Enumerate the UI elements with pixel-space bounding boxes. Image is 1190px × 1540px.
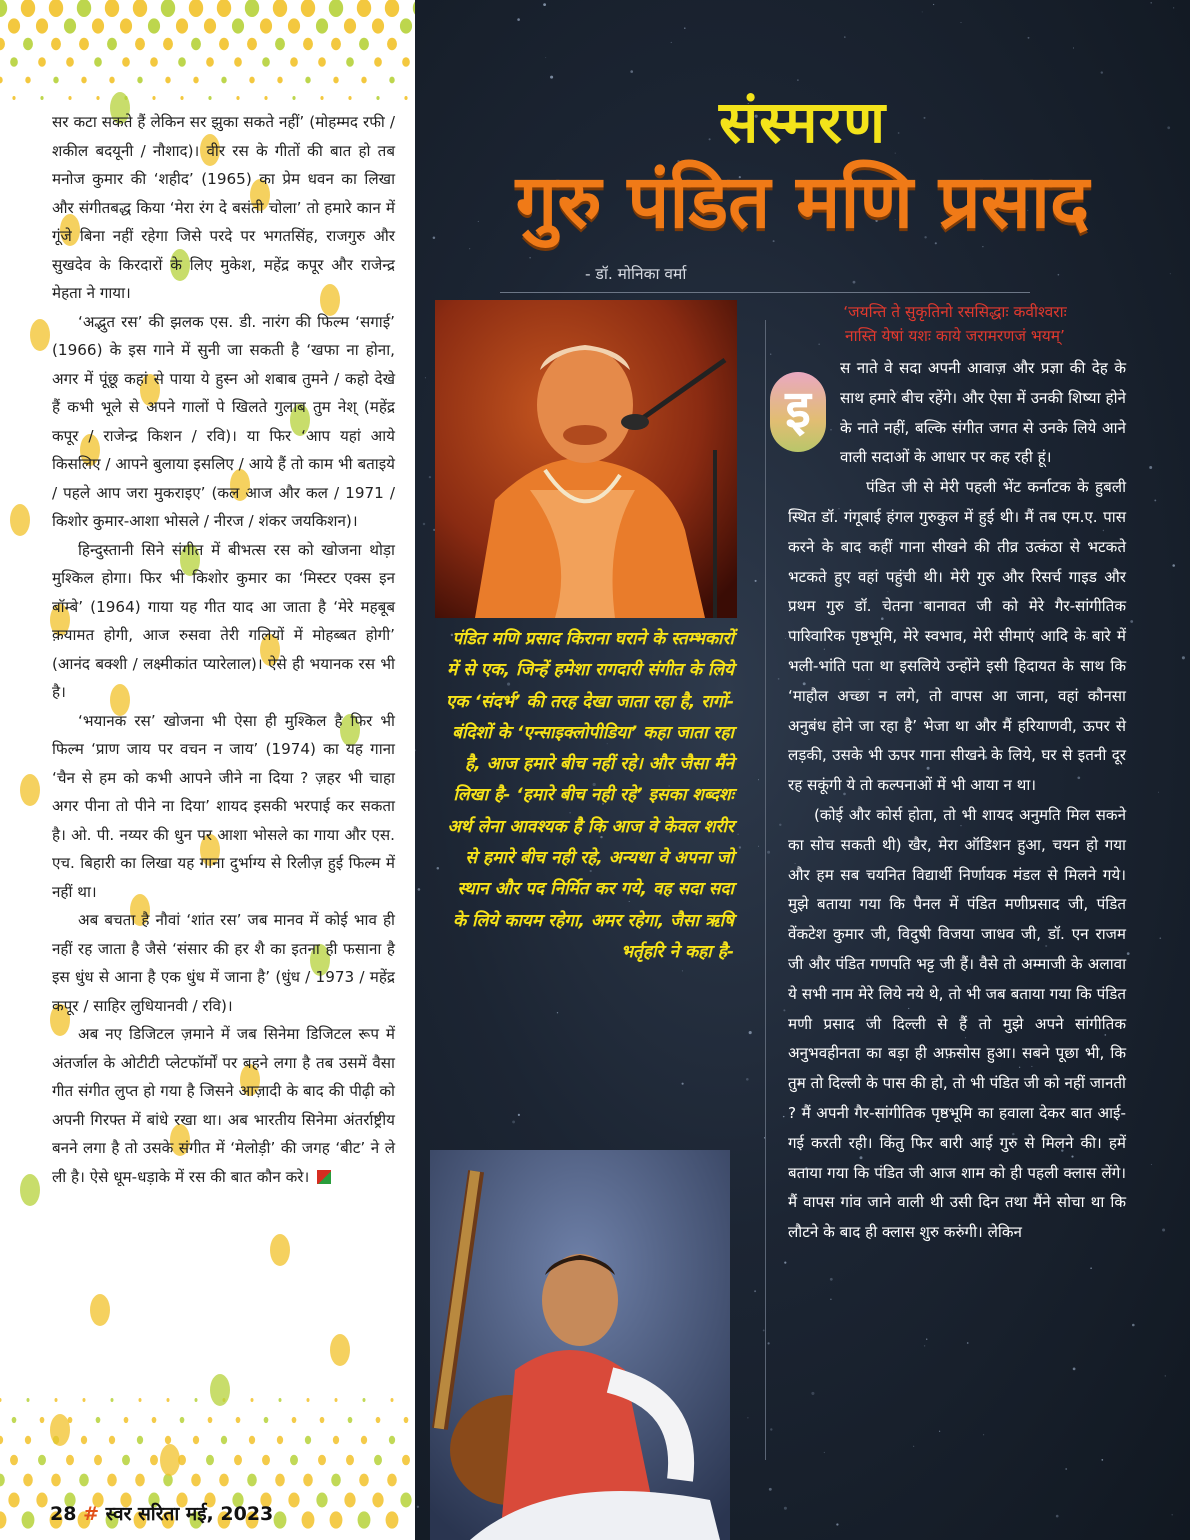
decor-dot [273, 0, 287, 17]
singer-photo [435, 300, 737, 618]
star-speck [824, 1452, 825, 1453]
decor-dot [331, 38, 341, 50]
star-speck [437, 867, 440, 870]
decor-dot [335, 1398, 338, 1402]
decor-dot [247, 1474, 257, 1487]
star-speck [1101, 71, 1103, 73]
star-speck [922, 11, 923, 12]
decor-dot [320, 96, 323, 100]
star-speck [1150, 2, 1152, 4]
decor-dot [358, 1511, 371, 1528]
decor-dot [348, 96, 351, 100]
decor-dot [279, 1398, 282, 1402]
star-speck [967, 1342, 969, 1344]
decor-dot [133, 0, 147, 17]
decor-dot [160, 1444, 180, 1476]
decor-dot [49, 0, 63, 17]
star-speck [785, 638, 786, 639]
byline-divider [500, 292, 1030, 293]
decor-dot [96, 1417, 101, 1423]
decor-dot [0, 0, 7, 17]
decor-dot [94, 1455, 102, 1466]
decor-dot [53, 77, 58, 84]
decor-dot [385, 0, 399, 17]
decor-dot [109, 77, 114, 84]
star-speck [1073, 1368, 1076, 1371]
decor-dot [191, 1474, 201, 1487]
decor-dot [221, 77, 226, 84]
decor-dot [36, 1493, 47, 1508]
star-speck [844, 36, 846, 38]
star-speck [1173, 7, 1174, 8]
decor-dot [292, 1417, 297, 1423]
star-speck [529, 257, 530, 258]
decor-dot [330, 1511, 343, 1528]
decor-dot [359, 1474, 369, 1487]
decor-dot [346, 57, 354, 67]
decor-dot [189, 0, 203, 17]
decor-dot [264, 96, 267, 100]
decor-dot [316, 1493, 327, 1508]
decor-dot [161, 0, 175, 17]
decor-dot [10, 1455, 18, 1466]
star-speck [425, 377, 426, 378]
decor-dot [40, 96, 43, 100]
star-speck [417, 1506, 419, 1508]
star-speck [739, 846, 741, 848]
end-of-article-icon [317, 1170, 331, 1184]
decor-dot [105, 0, 119, 17]
star-speck [784, 1262, 786, 1264]
decor-dot [150, 1455, 158, 1466]
decor-dot [249, 77, 254, 84]
star-speck [924, 1345, 925, 1346]
star-speck [518, 1114, 520, 1116]
decor-dot [219, 1474, 229, 1487]
star-speck [1090, 1267, 1092, 1269]
decor-dot [359, 38, 369, 50]
decor-dot [372, 18, 384, 33]
decor-dot [210, 1374, 230, 1406]
star-speck [758, 846, 759, 847]
decor-dot [40, 1417, 45, 1423]
star-speck [1056, 1515, 1059, 1518]
decor-dot [357, 0, 371, 17]
decor-dot [372, 1493, 383, 1508]
star-speck [767, 851, 770, 854]
decor-dot [163, 38, 173, 50]
verse-line: नास्ति येषां यशः काये जरामरणजं भयम्’ [845, 327, 1065, 345]
decor-dot [208, 1417, 213, 1423]
star-speck [545, 57, 546, 58]
decor-dot [81, 77, 86, 84]
decor-dot [27, 1398, 30, 1402]
decor-dot [264, 1417, 269, 1423]
star-speck [1101, 1459, 1103, 1461]
decor-dot [0, 1436, 3, 1444]
star-speck [768, 1342, 770, 1344]
pull-quote: पंडित मणि प्रसाद किराना घराने के स्तम्भकारों में से एक, जिन्हें हमेशा रागदारी संगीत के लिये एक ‘संदर्भ’ की तरह देखा जाता रहा है, रागों-बंदिशों के ‘एन्साइक्लोपीडिया’ कहा जाता रहा है, आज हमारे बीच नहीं रहे। और जैसा मैंने लिखा है- ‘हमारे बीच नही रहे’ इसका शब्दशः अर्थ लेना आवश्यक है कि आज वे केवल शरीर से हमारे बीच नही रहे, अन्यथा वे अपना जो स्थान और पद निर्मित कर गये, वह सदा सदा के लिये कायम रहेगा, अमर रहेगा, जैसा ऋषि भर्तृहरि ने कहा है- [445, 629, 734, 962]
star-speck [754, 1290, 756, 1292]
star-speck [423, 523, 425, 525]
decor-dot [165, 1436, 171, 1444]
star-speck [770, 354, 771, 355]
author-byline: - डॉ. मोनिका वर्मा [585, 265, 687, 283]
decor-dot [262, 57, 270, 67]
star-speck [418, 888, 421, 891]
decor-dot [66, 57, 74, 67]
decor-dot [111, 1398, 114, 1402]
decor-dot [333, 77, 338, 84]
star-speck [517, 18, 520, 21]
decor-dot [292, 96, 295, 100]
star-speck [429, 476, 431, 478]
decor-dot [0, 77, 3, 84]
star-speck [1132, 1324, 1135, 1327]
star-speck [758, 779, 759, 780]
decor-dot [122, 1455, 130, 1466]
decor-dot [247, 38, 257, 50]
article-headline: गुरु पंडित मणि प्रसाद [515, 159, 1090, 245]
star-speck [1154, 499, 1156, 501]
body-paragraph: पंडित जी से मेरी पहली भेंट कर्नाटक के हुबली स्थित डॉ. गंगूबाई हंगल गुरुकुल में हुई थी। मैं तब एम.ए. पास करने के बाद कहीं गाना सीखने की तीव्र उत्कंठा से भटकते भटकते हुए वहां पहुंची थी। मेरी गुरु और रिसर्च गाइड और प्रथम गुरु डॉ. चेतना बानावत जी को मेरे गैर-सांगीतिक पारिवारिक पृष्ठभूमि, मेरे स्वभाव, मेरी सीमाएं आदि के बारे में भली-भांति पता था इसलिये उन्होंने इसी हिदायत के साथ कि ‘माहौल अच्छा न लगे, तो वापस आ जाना, वहां कौनसा अनुबंध होने जा रहा है’ भेजा था और मैं हरियाणवी, ऊपर से लड़की, उसके भी ऊपर गाना सीखने के लिये, घर से इतनी दूर रह सकूंगी ये तो कल्पनाओं में भी आया न था। [788, 478, 1126, 795]
star-speck [1160, 937, 1162, 939]
star-speck [830, 1278, 833, 1281]
decor-dot [316, 18, 328, 33]
decor-dot [195, 1398, 198, 1402]
decor-dot [92, 18, 104, 33]
decor-dot [0, 38, 5, 50]
decor-dot [260, 18, 272, 33]
decor-dot [389, 1436, 395, 1444]
decor-dot [376, 1417, 381, 1423]
decor-dot [38, 57, 46, 67]
decor-dot [167, 1398, 170, 1402]
star-speck [1073, 48, 1074, 49]
star-speck [933, 4, 934, 5]
decor-dot [180, 96, 183, 100]
folio-hash: # [83, 1503, 99, 1525]
decor-dot [234, 1455, 242, 1466]
left-paragraph-last [52, 1020, 395, 1191]
decor-dot [376, 96, 379, 100]
star-speck [779, 824, 781, 826]
decor-dot [51, 1474, 61, 1487]
decor-dot [232, 18, 244, 33]
decor-dot [68, 96, 71, 100]
decor-dot [135, 38, 145, 50]
body-paragraph: (कोई और कोर्स होता, तो भी शायद अनुमति मिल सकने का सोच सकती थी) खैर, मेरा ऑडिशन हुआ, चयन हो गया और हम सब चयनित विद्यार्थी निर्णायक मंडल से मिलने गये। मुझे बताया गया कि पैनल में पंडित मणीप्रसाद जी, पंडित वेंकटेश कुमार जी, विदुषी विजया जाधव जी, डॉ. एन राजम जी और पंडित गणपति भट्ट जी हैं। वैसे तो अम्माजी के अलावा ये सभी नाम मेरे लिये नये थे, तो भी जब बताया गया कि पंडित मणी प्रसाद जी दिल्ली से हैं तो मुझे अपने सांगीतिक अनुभवहीनता का बड़ा ही अफ़सोस हुआ। सबने पूछा भी, कि तुम तो दिल्ली के पास की हो, तो भी पंडित जी को नहीं जानती ? मैं अपनी गैर-सांगीतिक पृष्ठभूमि का हवाला देकर बात आई-गई करती रही। किंतु फिर बारी आई गुरु से मिलने की। हमें बताया गया कि पंडित जी आज शाम को ही पहली क्लास लेंगे। मैं वापस गांव जाने वाली थी उसी दिन तथा मैंने सोचा था कि लौटने के बाद ही क्लास शुरु करुंगी। लेकिन [788, 805, 1126, 1242]
star-speck [1151, 1164, 1152, 1165]
decor-dot [303, 1474, 313, 1487]
decor-dot [0, 1511, 6, 1528]
decor-dot [389, 77, 394, 84]
decor-dot [400, 1493, 411, 1508]
star-speck [1165, 1375, 1166, 1376]
decor-dot [10, 57, 18, 67]
body-paragraph-first [788, 354, 1126, 473]
decor-dot [21, 0, 35, 17]
decor-dot [275, 38, 285, 50]
decor-dot [274, 1511, 287, 1528]
decor-dot [262, 1455, 270, 1466]
decor-dot [178, 57, 186, 67]
decor-dot [90, 1294, 110, 1326]
left-article-text [52, 108, 395, 1191]
decor-dot [374, 57, 382, 67]
decor-dot [107, 1474, 117, 1487]
star-speck [926, 1339, 927, 1340]
decor-dot [20, 774, 40, 806]
star-speck [783, 1009, 785, 1011]
decor-dot [318, 57, 326, 67]
star-speck [1028, 37, 1030, 39]
star-speck [836, 1523, 838, 1525]
decor-dot [333, 1436, 339, 1444]
decor-dot [12, 1417, 17, 1423]
decor-dot [305, 1436, 311, 1444]
decor-dot [206, 1455, 214, 1466]
star-speck [1130, 620, 1133, 623]
star-speck [783, 1116, 784, 1117]
star-speck [755, 580, 757, 582]
decor-dot [344, 1493, 355, 1508]
decor-dot [107, 38, 117, 50]
magazine-issue: स्वर सरिता मई, 2023 [105, 1503, 274, 1525]
decor-dot [329, 0, 343, 17]
decor-dot [320, 1417, 325, 1423]
left-paragraph: हिन्दुस्तानी सिने संगीत में बीभत्स रस को खोजना थोड़ा मुश्किल होगा। फिर भी किशोर कुमार का ‘मिस्टर एक्स इन बॉम्बे’ (1964) गाया यह गीत याद आ जाता है ‘मेरे महबूब क़यामत होगी, आज रुसवा तेरी गलियों में मोहब्बत होगी’ (आनंद बक्शी / लक्ष्मीकांत प्यारेलाल)। ऐसे ही भयानक रस भी है। [52, 540, 395, 701]
drop-cap: इ [770, 372, 826, 452]
decor-dot [30, 319, 50, 351]
decor-dot [221, 1436, 227, 1444]
decor-dot [249, 1436, 255, 1444]
star-speck [769, 1488, 772, 1491]
star-speck [1149, 466, 1152, 469]
decor-dot [64, 18, 76, 33]
star-speck [415, 749, 416, 751]
decor-dot [139, 1398, 142, 1402]
left-column [0, 0, 415, 1540]
decor-dot [404, 96, 407, 100]
decor-dot [204, 18, 216, 33]
star-speck [811, 1392, 814, 1395]
decor-dot [50, 1414, 70, 1446]
column-divider [765, 320, 766, 1460]
decor-dot [23, 1474, 33, 1487]
left-paragraph: सर कटा सकते हैं लेकिन सर झुका सकते नहीं’ (मोहम्मद रफी / शकील बदयूनी / नौशाद)। वीर रस के गीतों की बात हो तब मनोज कुमार की ‘शहीद’ (1965) का प्रेम धवन का लिखा और संगीतबद्ध किया ‘मेरा रंग दे बसंती चोला’ तो हमारे कान में गूंजे बिना नहीं रहेगा जिसे परदे पर भगतसिंह, राजगुरु और सुखदेव के किरदारों के लिए मुकेश, महेंद्र कपूर और राजेन्द्र मेहता ने गाया। [52, 113, 395, 302]
decor-dot [361, 1436, 367, 1444]
star-speck [960, 22, 961, 23]
decor-dot [330, 1334, 350, 1366]
decor-dot [245, 0, 259, 17]
star-speck [1170, 273, 1171, 274]
decor-dot [193, 77, 198, 84]
decor-dot [302, 1511, 315, 1528]
star-speck [830, 1299, 831, 1300]
star-speck [1127, 952, 1130, 955]
decor-dot [402, 1455, 410, 1466]
left-paragraph: ‘भयानक रस’ खोजना भी ऐसा ही मुश्किल है फिर भी फिल्म ‘प्राण जाय पर वचन न जाय’ (1974) का यह गाना ‘चैन से हम को कभी आपने जीने ना दिया ? ज़हर भी चाहा अगर पीना तो पीने ना दिया’ शायद इसकी भरपाई कर सकता है। ओ. पी. नय्यर की धुन पर आशा भोसले का गाया और एस. एच. बिहारी का लिखा यह गाना दुर्भाग्य से रिलीज़ हुई फिल्म में नहीं था। [52, 711, 395, 901]
star-speck [682, 970, 683, 971]
decor-dot [344, 18, 356, 33]
decor-dot [305, 77, 310, 84]
star-speck [746, 1078, 749, 1081]
star-speck [630, 70, 633, 73]
decor-dot [8, 18, 20, 33]
decor-dot [391, 1398, 394, 1402]
star-speck [737, 834, 738, 835]
decor-dot [404, 1417, 409, 1423]
decor-dot [81, 1436, 87, 1444]
star-speck [913, 1446, 914, 1447]
star-speck [784, 1507, 787, 1510]
decor-dot [79, 1474, 89, 1487]
star-speck [1162, 1228, 1165, 1231]
decor-dot [348, 1417, 353, 1423]
star-speck [1182, 656, 1185, 659]
decor-dot [25, 1436, 31, 1444]
sanskrit-verse [780, 300, 1130, 348]
decor-dot [10, 504, 30, 536]
decor-dot [124, 1417, 129, 1423]
left-paragraph: अब बचता है नौवां ‘शांत रस’ जब मानव में कोई भाव ही नहीं रह जाता है जैसे ‘संसार की हर शै का इतना ही फसाना है इस धुंध से आना है एक धुंध में जाना है’ (धुंध / 1973 / महेंद्र कपूर / साहिर लुधियानवी / रवि)। [52, 911, 395, 1015]
star-speck [550, 76, 553, 79]
decor-dot [277, 1436, 283, 1444]
star-speck [671, 42, 672, 43]
decor-dot [51, 38, 61, 50]
decor-dot [363, 1398, 366, 1402]
decor-dot [176, 18, 188, 33]
star-speck [778, 678, 780, 680]
decor-dot [331, 1474, 341, 1487]
star-speck [770, 1428, 772, 1430]
decor-dot [288, 18, 300, 33]
decor-dot [36, 18, 48, 33]
decor-dot [275, 1474, 285, 1487]
decor-dot [122, 57, 130, 67]
decor-dot [346, 1455, 354, 1466]
star-speck [1172, 564, 1175, 567]
star-speck [1058, 274, 1060, 276]
decor-dot [270, 1234, 290, 1266]
star-speck [543, 3, 546, 6]
tanpura-musician-photo [430, 1150, 730, 1540]
decor-dot [0, 1474, 5, 1487]
star-speck [747, 1417, 748, 1418]
decor-dot [208, 96, 211, 100]
decor-dot [303, 38, 313, 50]
decor-dot [25, 77, 30, 84]
section-kicker: संस्मरण [718, 88, 887, 156]
decor-dot [219, 38, 229, 50]
decor-dot [290, 1455, 298, 1466]
decor-dot [109, 1436, 115, 1444]
decor-dot [0, 1398, 2, 1402]
decor-dot [77, 0, 91, 17]
star-speck [1158, 792, 1159, 793]
decor-dot [301, 0, 315, 17]
decor-dot [387, 38, 397, 50]
star-speck [557, 1012, 558, 1013]
decor-dot [217, 0, 231, 17]
decor-dot [137, 1436, 143, 1444]
decor-dot [22, 1511, 35, 1528]
star-speck [1065, 1468, 1067, 1470]
decor-dot [206, 57, 214, 67]
decor-dot [12, 96, 15, 100]
singer-illustration [435, 300, 737, 618]
star-speck [682, 1083, 684, 1085]
decor-dot [66, 1455, 74, 1466]
left-paragraph: ‘अद्भुत रस’ की झलक एस. डी. नारंग की फिल्म ‘सगाई’ (1966) के इस गाने में सुनी जा सकती है ‘खफा ना होना, अगर में पूंछू कहां से पाया ये हुस्न ओ शबाब तुमने / कहो देखे हैं कभी भूले से अपने गालों पे खिलते गुलाब तुम नेश् (महेंद्र कपूर / राजेन्द्र किशन / रवि)। या फिर ‘आप यहां आये किसलिए / आपने बुलाया इसलिए / आये हैं तो काम भी बताइये / पहले आप जरा मुकराइए’ (कल आज और कल / 1971 / किशोर कुमार-आशा भोसले / नीरज / शंकर जयकिशन)। [52, 312, 395, 530]
decor-dot [83, 1398, 86, 1402]
decor-dot [148, 18, 160, 33]
decor-dot [79, 38, 89, 50]
body-paragraph-text: स नाते वे सदा अपनी आवाज़ और प्रज्ञा की देह के साथ हमारे बीच रहेंगे। और ऐसा में उनकी शिष्या होने के नाते नहीं, बल्कि संगीत जगत से उनके लिये आने वाली सदाओं के आधार पर कह रही हूं। [840, 359, 1126, 467]
decor-dot [165, 77, 170, 84]
decor-dot [23, 38, 33, 50]
decor-dot [361, 77, 366, 84]
decor-dot [193, 1436, 199, 1444]
decor-dot [20, 1174, 40, 1206]
decor-dot [152, 96, 155, 100]
decor-dot [236, 96, 239, 100]
star-speck [983, 1434, 984, 1435]
decor-dot [152, 1417, 157, 1423]
decor-dot [137, 77, 142, 84]
decor-dot [288, 1493, 299, 1508]
star-speck [512, 1120, 515, 1123]
left-paragraph-text: अब नए डिजिटल ज़माने में जब सिनेमा डिजिटल रूप में अंतर्जाल के ओटीटी प्लेटफॉर्मों पर बहने लगा है तब उसमें वैसा गीत संगीत लुप्त हो गया है जिसने आज़ादी के बाद की पीढ़ी को अपनी गिरफ्त में बांधे रखा था। अब भारतीय सिनेमा अंतर्राष्ट्रीय बनने लगा है तो उसके संगीत में ‘मेलोड़ी’ की जगह ‘बीट’ ने ले ली है। ऐसे धूम-धड़ाके में रस की बात कौन करे। [52, 1025, 395, 1186]
decor-dot [290, 57, 298, 67]
decor-dot [400, 18, 412, 33]
decor-dot [386, 1511, 399, 1528]
decor-dot [120, 18, 132, 33]
star-speck [939, 1431, 940, 1432]
decor-dot [191, 38, 201, 50]
decor-dot [135, 1474, 145, 1487]
decor-dot [277, 77, 282, 84]
star-speck [1171, 1514, 1172, 1515]
decor-dot [387, 1474, 397, 1487]
decor-dot [94, 57, 102, 67]
decor-dot [307, 1398, 310, 1402]
decor-dot [318, 1455, 326, 1466]
decor-dot [55, 1398, 58, 1402]
decor-dot [180, 1417, 185, 1423]
decor-dot [234, 57, 242, 67]
decor-dot [251, 1398, 254, 1402]
star-speck [749, 1031, 752, 1034]
page-number: 28 [50, 1503, 77, 1525]
decor-dot [374, 1455, 382, 1466]
decor-dot [8, 1493, 19, 1508]
musician-illustration [430, 1150, 730, 1540]
decor-dot [38, 1455, 46, 1466]
decor-dot [150, 57, 158, 67]
decor-dot [402, 57, 410, 67]
right-article-text [788, 354, 1126, 1248]
verse-line: ‘जयन्ति ते सुकृतिनो रससिद्धाः कवीश्वराः [843, 303, 1067, 321]
star-speck [684, 27, 685, 28]
page-folio [50, 1500, 273, 1526]
decor-dot [236, 1417, 241, 1423]
decor-dot [96, 96, 99, 100]
